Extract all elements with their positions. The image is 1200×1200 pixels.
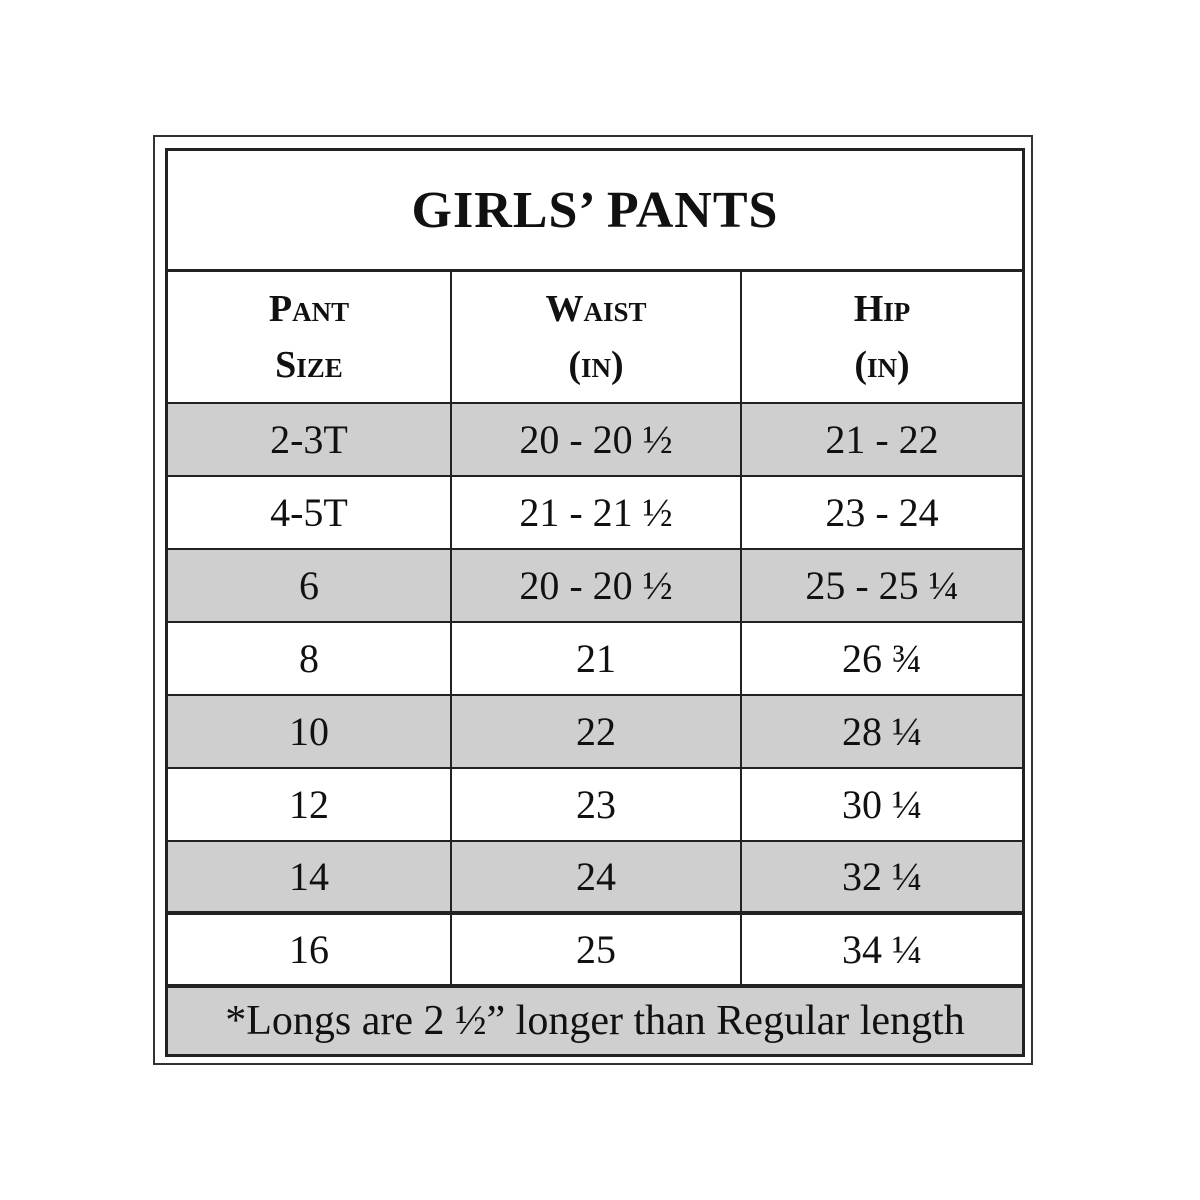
hip-cell: 32 ¼: [842, 854, 922, 899]
header-hip: [742, 272, 1022, 402]
size-chart-table: [165, 148, 1025, 1057]
header-label: Pant: [268, 288, 350, 330]
header-label: Size: [275, 344, 343, 386]
hip-cell: 21 - 22: [825, 417, 939, 462]
table-row: [168, 623, 1022, 696]
size-cell: 14: [168, 842, 452, 911]
size-cell: 8: [168, 623, 452, 694]
header-pant-size: [168, 272, 452, 402]
table-row: [168, 769, 1022, 842]
table-row: [168, 550, 1022, 623]
header-unit: (in): [568, 344, 624, 386]
waist-cell: 20 - 20 ½: [452, 550, 742, 621]
footnote: *Longs are 2 ½” longer than Regular length: [168, 988, 1022, 1054]
size-cell: 6: [168, 550, 452, 621]
hip-cell: 23 - 24: [825, 490, 939, 535]
header-row: [168, 272, 1022, 404]
table-row: [168, 404, 1022, 477]
waist-cell: 21 - 21 ½: [452, 477, 742, 548]
hip-cell: 34 ¼: [842, 927, 922, 972]
waist-cell: 20 - 20 ½: [452, 404, 742, 475]
header-unit: (in): [854, 344, 910, 386]
waist-cell: 22: [452, 696, 742, 767]
header-label: Hip: [853, 288, 911, 330]
size-cell: 16: [168, 915, 452, 984]
table-row: [168, 696, 1022, 769]
waist-cell: 24: [452, 842, 742, 911]
header-waist: [452, 272, 742, 402]
waist-cell: 21: [452, 623, 742, 694]
chart-title: GIRLS’ PANTS: [168, 151, 1022, 272]
hip-cell: 28 ¼: [842, 709, 922, 754]
hip-cell: 26 ¾: [842, 636, 922, 681]
table-row: [168, 477, 1022, 550]
size-cell: 2-3T: [168, 404, 452, 475]
header-label: Waist: [545, 288, 647, 330]
size-cell: 12: [168, 769, 452, 840]
table-row: [168, 842, 1022, 915]
size-cell: 10: [168, 696, 452, 767]
hip-cell: 25 - 25 ¼: [805, 563, 959, 608]
table-row: [168, 915, 1022, 988]
hip-cell: 30 ¼: [842, 782, 922, 827]
size-cell: 4-5T: [168, 477, 452, 548]
waist-cell: 25: [452, 915, 742, 984]
waist-cell: 23: [452, 769, 742, 840]
